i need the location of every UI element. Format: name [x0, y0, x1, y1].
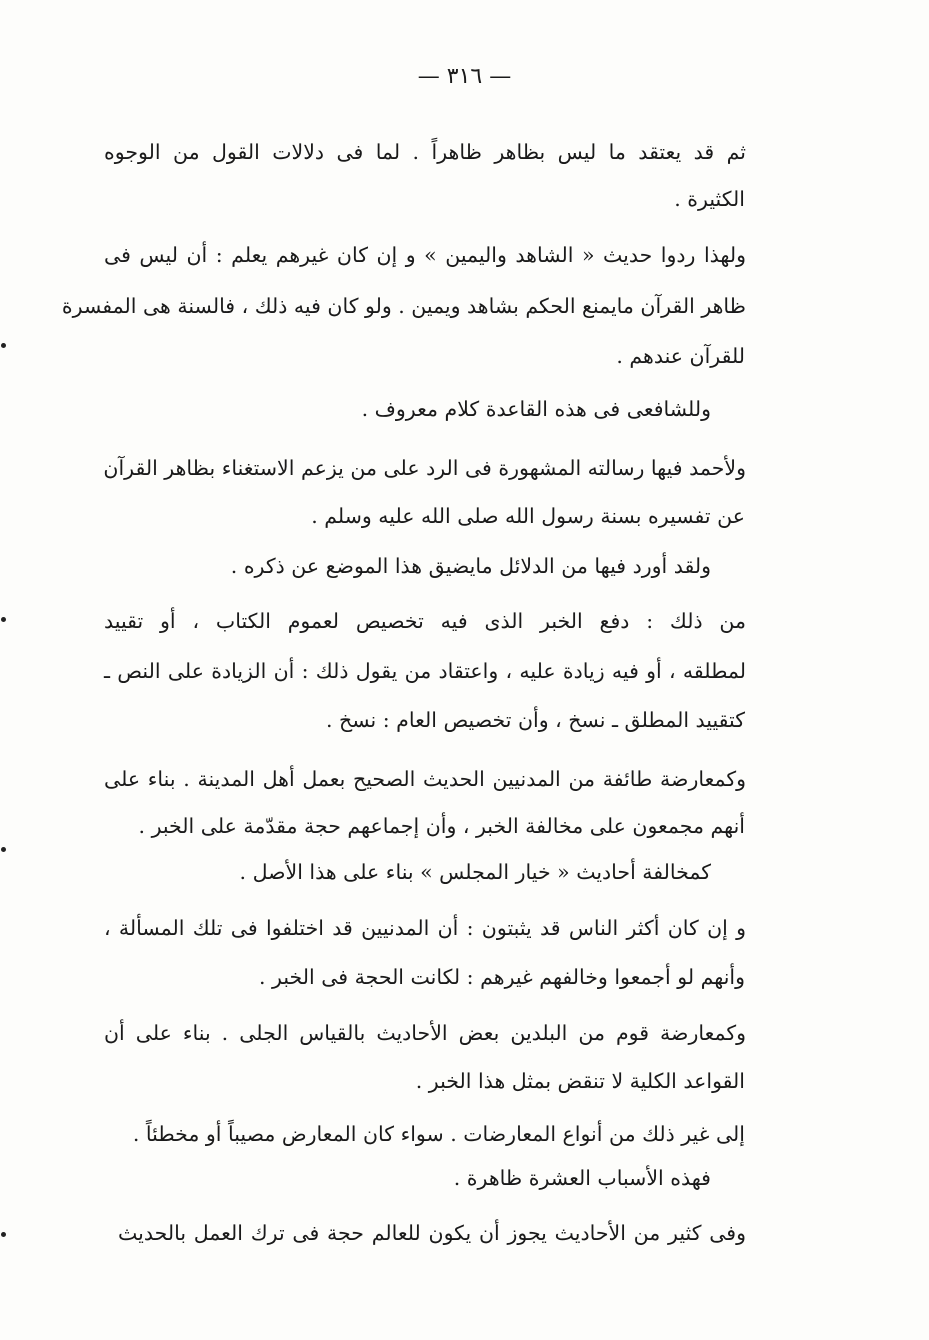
text-line: ولأحمد فيها رسالته المشهورة فى الرد على من يزعم الاستغناء بظاهر القرآن [103, 456, 746, 480]
text-line: ظاهر القرآن مايمنع الحكم بشاهد ويمين . ولو كان فيه ذلك ، فالسنة هى المفسرة [61, 294, 746, 318]
text-line: ولقد أورد فيها من الدلائل مايضيق هذا الموضع عن ذكره . [230, 554, 711, 578]
text-line: وأنهم لو أجمعوا وخالفهم غيرهم : لكانت الحجة فى الخبر . [258, 965, 745, 989]
text-line: و إن كان أكثر الناس قد يثبتون : أن المدنيين قد اختلفوا فى تلك المسألة ، [104, 916, 746, 940]
margin-mark [1, 1232, 6, 1237]
text-line: فهذه الأسباب العشرة ظاهرة . [453, 1166, 711, 1190]
text-line: للقرآن عندهم . [616, 344, 745, 368]
text-line: لمطلقه ، أو فيه زيادة عليه ، واعتقاد من يقول ذلك : أن الزيادة على النص ـ [104, 659, 746, 683]
page-number: — ٣١٦ — [417, 64, 512, 89]
text-line: كمخالفة أحاديث « خيار المجلس » بناء على هذا الأصل . [239, 860, 711, 884]
text-line: إلى غير ذلك من أنواع المعارضات . سواء كان المعارض مصيباً أو مخطئاً . [132, 1122, 745, 1146]
text-line: وكمعارضة طائفة من المدنيين الحديث الصحيح بعمل أهل المدينة . بناء على [104, 767, 746, 791]
text-line: وكمعارضة قوم من البلدين بعض الأحاديث بالقياس الجلى . بناء على أن [104, 1021, 746, 1045]
text-line: أنهم مجمعون على مخالفة الخبر ، وأن إجماعهم حجة مقدّمة على الخبر . [138, 814, 745, 838]
text-line: عن تفسيره بسنة رسول الله صلى الله عليه وسلم . [311, 504, 745, 528]
text-line: القواعد الكلية لا تنقض بمثل هذا الخبر . [415, 1069, 745, 1093]
margin-mark [1, 617, 6, 622]
text-line: ولهذا ردوا حديث « الشاهد واليمين » و إن كان غيرهم يعلم : أن ليس فى [104, 243, 746, 267]
text-line: ثم قد يعتقد ما ليس بظاهر ظاهراً . لما فى دلالات القول من الوجوه [104, 140, 746, 164]
text-line: وفى كثير من الأحاديث يجوز أن يكون للعالم حجة فى ترك العمل بالحديث [118, 1221, 746, 1245]
text-line: وللشافعى فى هذه القاعدة كلام معروف . [361, 397, 711, 421]
margin-mark [1, 343, 6, 348]
margin-mark [1, 847, 6, 852]
text-line: كتقييد المطلق ـ نسخ ، وأن تخصيص العام : نسخ . [325, 708, 745, 732]
text-line: من ذلك : دفع الخبر الذى فيه تخصيص لعموم الكتاب ، أو تقييد [104, 609, 746, 633]
text-line: الكثيرة . [674, 187, 745, 211]
